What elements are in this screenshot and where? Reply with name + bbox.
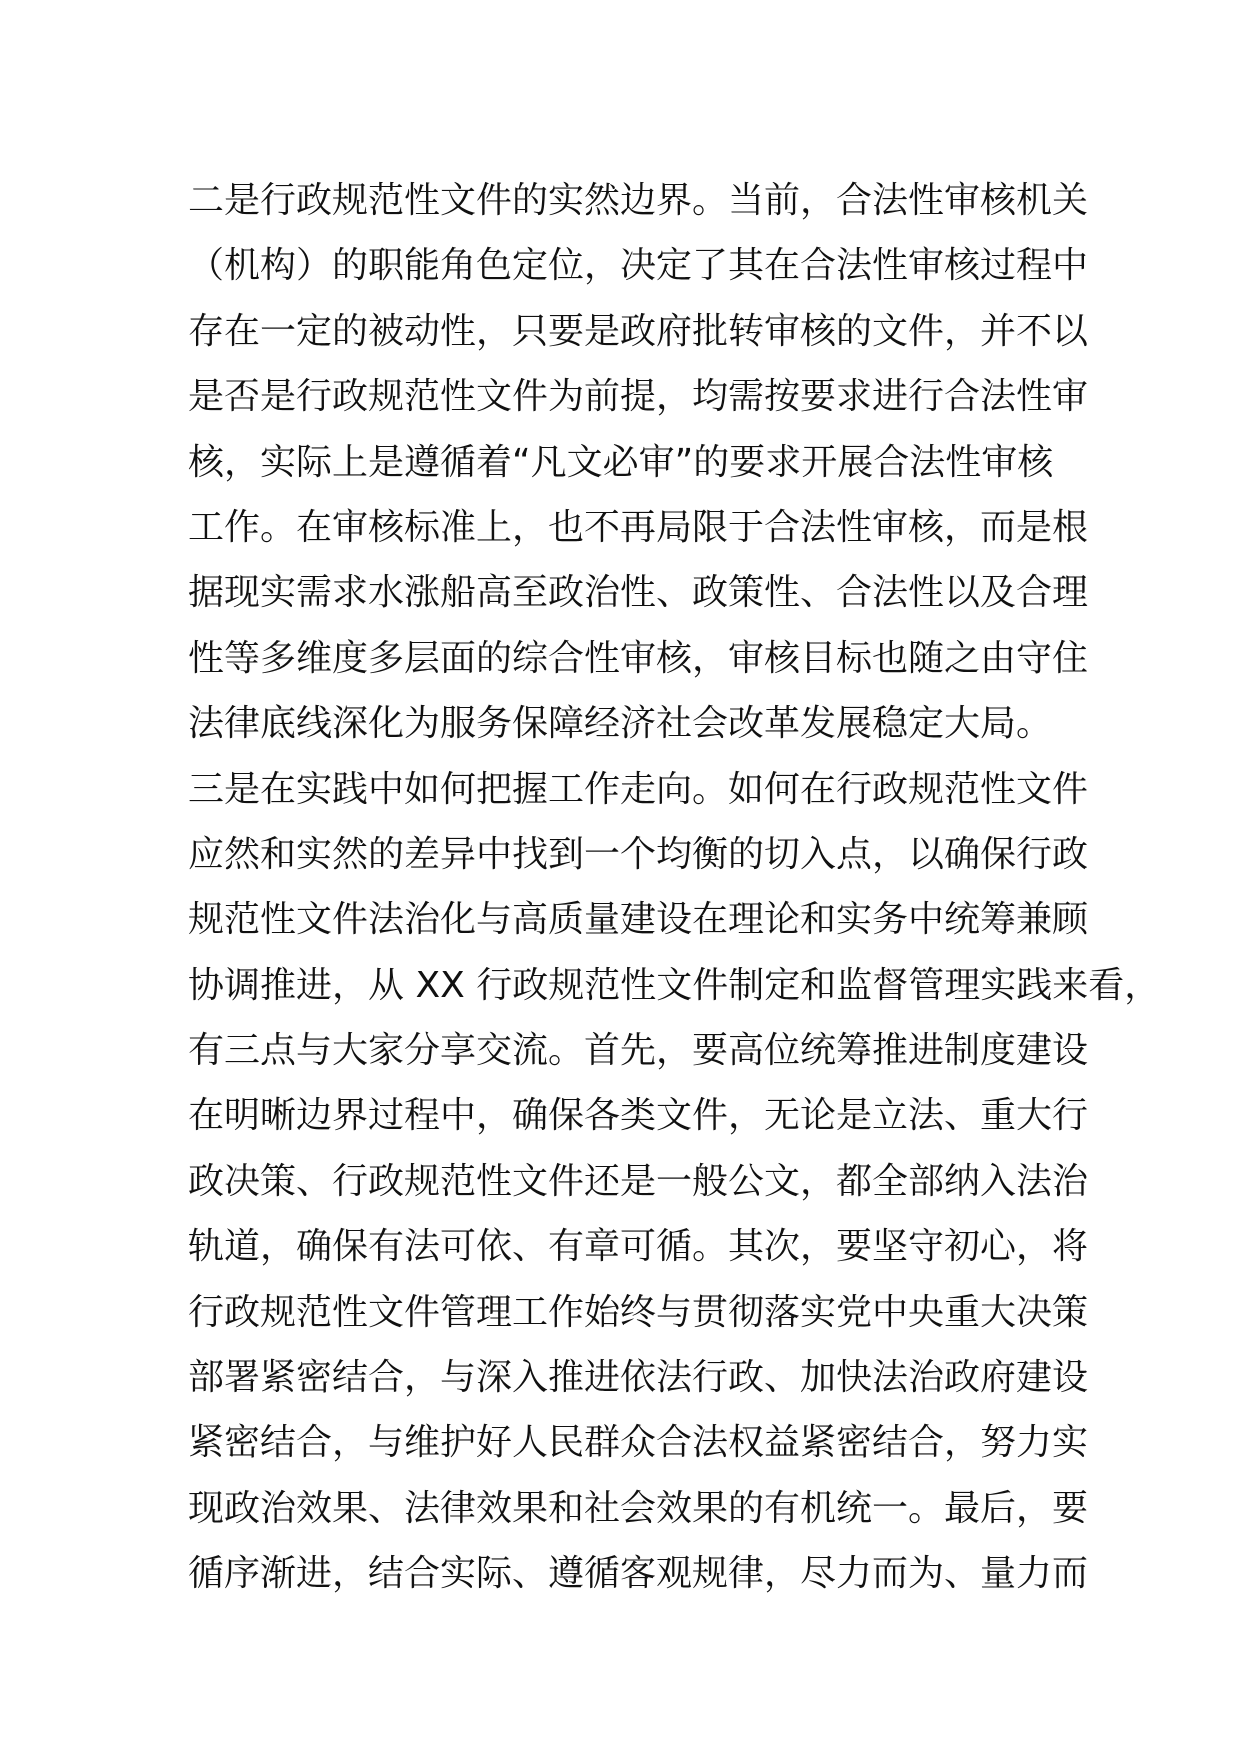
text-line: 现政治效果、法律效果和社会效果的有机统一。最后，要 [188, 1487, 1089, 1529]
text-line: 据现实需求水涨船高至政治性、政策性、合法性以及合理 [188, 572, 1089, 614]
text-line: 有三点与大家分享交流。首先，要高位统筹推进制度建设 [188, 1030, 1089, 1072]
text-line: 应然和实然的差异中找到一个均衡的切入点，以确保行政 [188, 833, 1089, 875]
text-line: 法律底线深化为服务保障经济社会改革发展稳定大局。 [188, 703, 1053, 745]
text-line: 部署紧密结合，与深入推进依法行政、加快法治政府建设 [188, 1357, 1089, 1399]
document-body [188, 168, 1161, 1607]
text-line: 二是行政规范性文件的实然边界。当前，合法性审核机关 [188, 180, 1089, 221]
text-line: 紧密结合，与维护好人民群众合法权益紧密结合，努力实 [188, 1422, 1089, 1464]
text-line: 性等多维度多层面的综合性审核，审核目标也随之由守住 [188, 637, 1089, 679]
text-line: 核，实际上是遵循着“凡文必审”的要求开展合法性审核 [188, 441, 1054, 483]
text-line: 三是在实践中如何把握工作走向。如何在行政规范性文件 [188, 768, 1089, 810]
text-line: 政决策、行政规范性文件还是一般公文，都全部纳入法治 [188, 1160, 1089, 1202]
text-line: 存在一定的被动性，只要是政府批转审核的文件，并不以 [188, 310, 1089, 352]
text-line: 行政规范性文件管理工作始终与贯彻落实党中央重大决策 [188, 1291, 1089, 1333]
text-line: 循序渐进，结合实际、遵循客观规律，尽力而为、量力而 [188, 1553, 1089, 1595]
text-line: 工作。在审核标准上，也不再局限于合法性审核，而是根 [188, 506, 1089, 548]
text-line: 规范性文件法治化与高质量建设在理论和实务中统筹兼顾 [188, 899, 1089, 941]
text-line: 是否是行政规范性文件为前提，均需按要求进行合法性审 [188, 376, 1089, 418]
paragraph-boundary [188, 168, 1088, 757]
paragraph-practice [188, 757, 1161, 1607]
text-line: 协调推进，从 XX 行政规范性文件制定和监督管理实践来看， [188, 964, 1161, 1006]
text-line: 在明晰边界过程中，确保各类文件，无论是立法、重大行 [188, 1095, 1089, 1137]
text-line: 轨道，确保有法可依、有章可循。其次，要坚守初心，将 [188, 1226, 1089, 1268]
text-line: （机构）的职能角色定位，决定了其在合法性审核过程中 [188, 245, 1089, 287]
